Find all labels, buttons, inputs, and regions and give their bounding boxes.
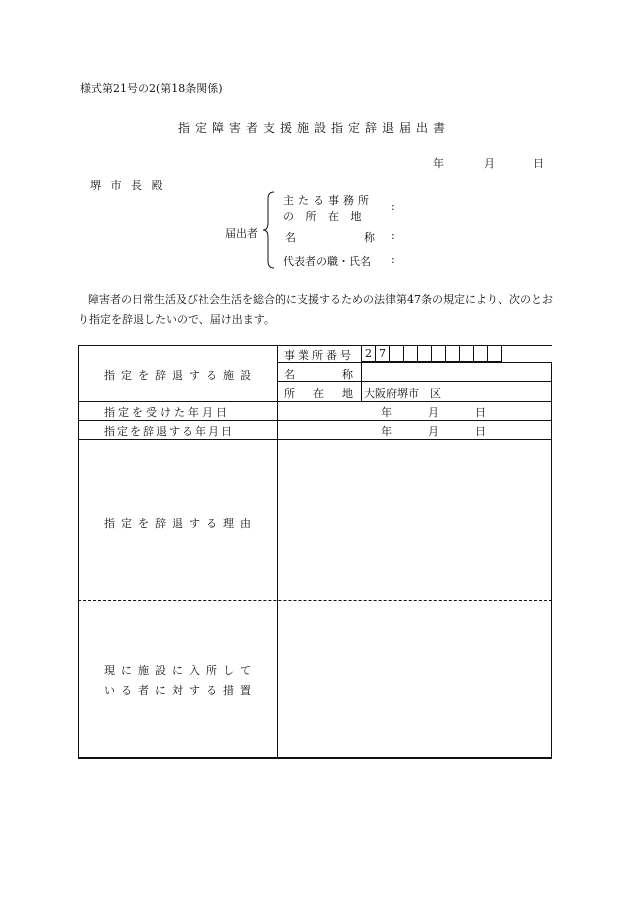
office-number-digit[interactable] <box>445 345 460 362</box>
table-column-divider <box>277 345 278 758</box>
measures-label-1: 現に施設に入所して <box>104 664 257 677</box>
location-label-1: 所 <box>284 387 295 400</box>
page-title: 指定障害者支援施設指定辞退届出書 <box>178 121 451 135</box>
location-value[interactable]: 大阪府堺市 区 <box>364 387 441 400</box>
office-location-label-1: 主たる事務所 <box>283 194 373 207</box>
office-number-digit[interactable] <box>487 345 502 362</box>
representative-label: 代表者の職・氏名 <box>283 255 371 268</box>
row-line-5 <box>78 439 552 440</box>
date-day: 日 <box>533 157 544 170</box>
facility-name-label-1: 名 <box>284 368 295 381</box>
location-label-2: 在 <box>313 387 324 400</box>
withdraw-date-day: 日 <box>475 425 486 438</box>
office-number-digit[interactable]: 2 <box>361 345 376 362</box>
row-line-4 <box>78 420 552 421</box>
withdraw-date-label: 指定を辞退する年月日 <box>104 425 234 438</box>
facility-label: 指定を辞退する施設 <box>104 369 257 382</box>
office-location-label-2: の 所 在 地 <box>283 210 366 223</box>
withdraw-date-month: 月 <box>428 425 439 438</box>
withdraw-date-year: 年 <box>381 425 392 438</box>
received-date-label: 指定を受けた年月日 <box>104 406 230 419</box>
office-number-digit[interactable] <box>431 345 446 362</box>
table-left-border <box>78 345 79 758</box>
office-number-digit[interactable] <box>459 345 474 362</box>
row-line-2 <box>277 381 552 382</box>
received-date-month: 月 <box>428 406 439 419</box>
applicant-label: 届出者 <box>225 227 258 240</box>
measures-label-2: いる者に対する措置 <box>104 684 257 697</box>
office-location-colon: : <box>391 200 395 213</box>
office-number-label: 事業所番号 <box>284 349 354 362</box>
office-number-digit[interactable] <box>403 345 418 362</box>
location-label-3: 地 <box>342 387 353 400</box>
measures-field[interactable] <box>279 602 549 756</box>
form-number: 様式第21号の2(第18条関係) <box>80 82 223 95</box>
received-date-day: 日 <box>475 406 486 419</box>
addressee: 堺 市 長 殿 <box>90 179 166 192</box>
body-paragraph: 障害者の日常生活及び社会生活を総合的に支援するための法律第47条の規定により、次のとおり指定を辞退したいので、届け出ます。 <box>78 293 553 326</box>
office-number-digit[interactable] <box>473 345 488 362</box>
name-label-1: 名 <box>285 231 296 244</box>
row-dashed-separator <box>78 600 552 601</box>
reason-field[interactable] <box>279 441 549 598</box>
office-number-digit[interactable]: 7 <box>375 345 390 362</box>
date-month: 月 <box>484 157 495 170</box>
facility-name-field[interactable] <box>362 366 550 380</box>
left-brace-icon <box>262 191 276 269</box>
name-colon: : <box>391 229 395 242</box>
table-right-border <box>551 362 552 758</box>
representative-colon: : <box>391 253 395 266</box>
reason-label: 指定を辞退する理由 <box>104 517 257 530</box>
date-year: 年 <box>433 157 444 170</box>
office-number-digit[interactable] <box>417 345 432 362</box>
received-date-year: 年 <box>381 406 392 419</box>
table-bottom-border <box>78 757 552 759</box>
facility-name-label-2: 称 <box>342 368 353 381</box>
row-line-3 <box>78 401 552 402</box>
name-label-2: 称 <box>364 231 375 244</box>
office-number-digit[interactable] <box>389 345 404 362</box>
